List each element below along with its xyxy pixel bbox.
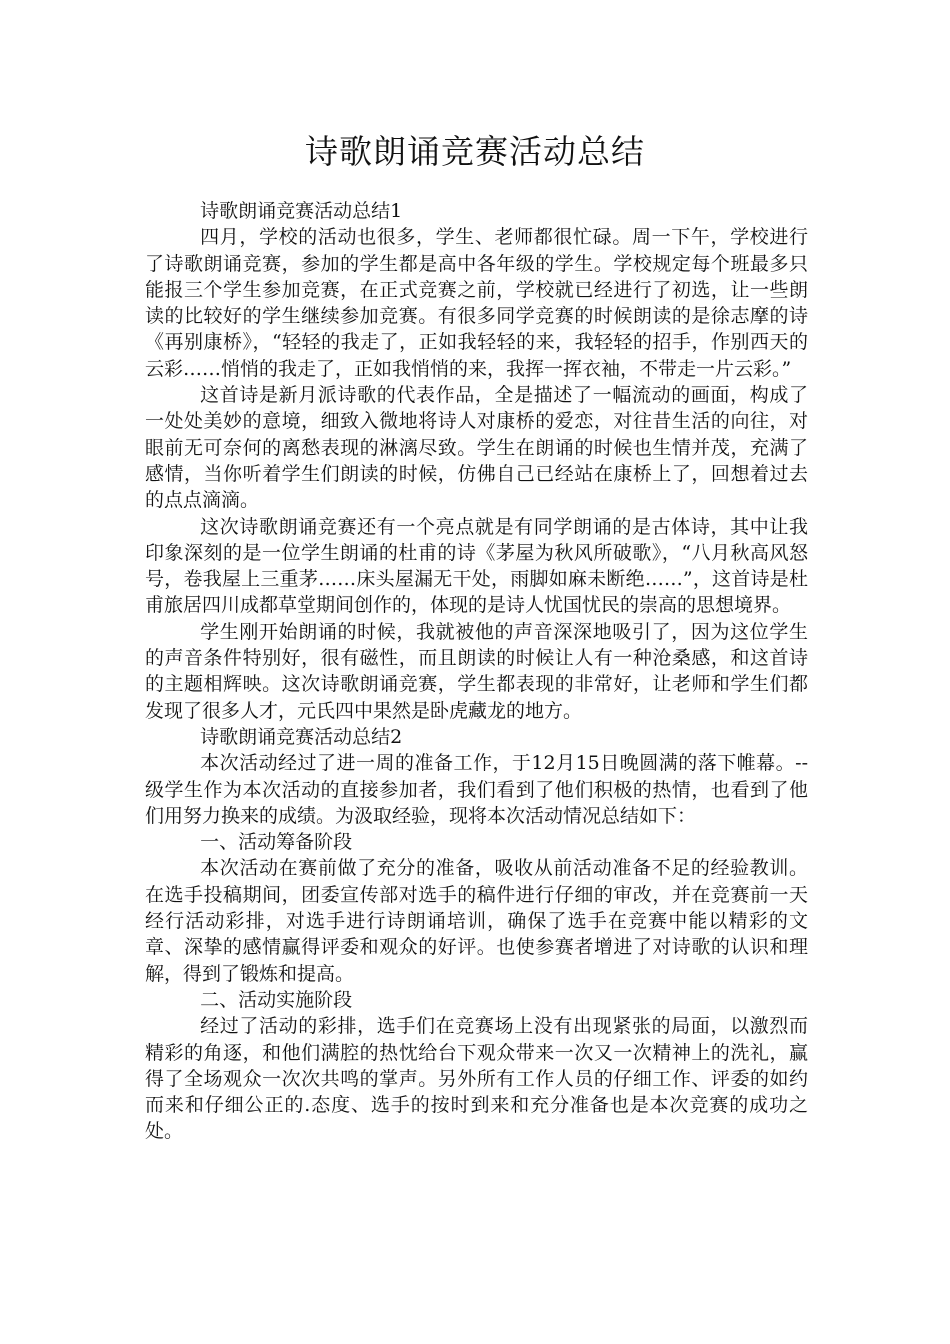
body-paragraph: 本次活动经过了进一周的准备工作，于12月15日晚圆满的落下帷幕。--级学生作为本次活动的直接参加者，我们看到了他们积极的热情，也看到了他们用努力换来的成绩。为汲取经验，现将本次活动情况总结如下：: [145, 752, 808, 827]
body-paragraph: 这次诗歌朗诵竞赛还有一个亮点就是有同学朗诵的是古体诗，其中让我印象深刻的是一位学生朗诵的杜甫的诗《茅屋为秋风所破歌》，“八月秋高风怒号，卷我屋上三重茅……床头屋漏无干处，雨脚如麻未断绝……”，这首诗是杜甫旅居四川成都草堂期间创作的，体现的是诗人忧国忧民的崇高的思想境界。: [145, 515, 808, 617]
subsection-heading: 一、活动筹备阶段: [200, 831, 353, 854]
body-paragraph: 经过了活动的彩排，选手们在竞赛场上没有出现紧张的局面，以激烈而精彩的角逐，和他们满腔的热忱给台下观众带来一次又一次精神上的洗礼，赢得了全场观众一次次共鸣的掌声。另外所有工作人员的仔细工作、评委的如约而来和仔细公正的.态度、选手的按时到来和充分准备也是本次竞赛的成功之处。: [145, 1015, 808, 1143]
body-paragraph: 本次活动在赛前做了充分的准备，吸收从前活动准备不足的经验教训。在选手投稿期间，团委宣传部对选手的稿件进行仔细的审改，并在竞赛前一天经行活动彩排，对选手进行诗朗诵培训，确保了选手在竞赛中能以精彩的文章、深挚的感情赢得评委和观众的好评。也使参赛者增进了对诗歌的认识和理解，得到了锻炼和提高。: [145, 857, 808, 985]
document-title: 诗歌朗诵竞赛活动总结: [305, 132, 645, 171]
body-paragraph: 四月，学校的活动也很多，学生、老师都很忙碌。周一下午，学校进行了诗歌朗诵竞赛，参加的学生都是高中各年级的学生。学校规定每个班最多只能报三个学生参加竞赛，在正式竞赛之前，学校就已经进行了初选，让一些朗读的比较好的学生继续参加竞赛。有很多同学竞赛的时候朗读的是徐志摩的诗《再别康桥》，“轻轻的我走了，正如我轻轻的来，我轻轻的招手，作别西天的云彩……悄悄的我走了，正如我悄悄的来，我挥一挥衣袖，不带走一片云彩。”: [145, 226, 808, 380]
section-heading: 诗歌朗诵竞赛活动总结1: [200, 200, 403, 222]
subsection-heading: 二、活动实施阶段: [200, 988, 353, 1011]
body-paragraph: 学生刚开始朗诵的时候，我就被他的声音深深地吸引了，因为这位学生的声音条件特别好，很有磁性，而且朗读的时候让人有一种沧桑感，和这首诗的主题相辉映。这次诗歌朗诵竞赛，学生都表现的非常好，让老师和学生们都发现了很多人才，元氏四中果然是卧虎藏龙的地方。: [145, 620, 808, 722]
body-paragraph: 这首诗是新月派诗歌的代表作品，全是描述了一幅流动的画面，构成了一处处美妙的意境，细致入微地将诗人对康桥的爱恋，对往昔生活的向往，对眼前无可奈何的离愁表现的淋漓尽致。学生在朗诵的时候也生情并茂，充满了感情，当你听着学生们朗读的时候，仿佛自己已经站在康桥上了，回想着过去的点点滴滴。: [145, 384, 808, 512]
section-heading: 诗歌朗诵竞赛活动总结2: [200, 725, 403, 748]
document-body: [145, 198, 808, 1145]
